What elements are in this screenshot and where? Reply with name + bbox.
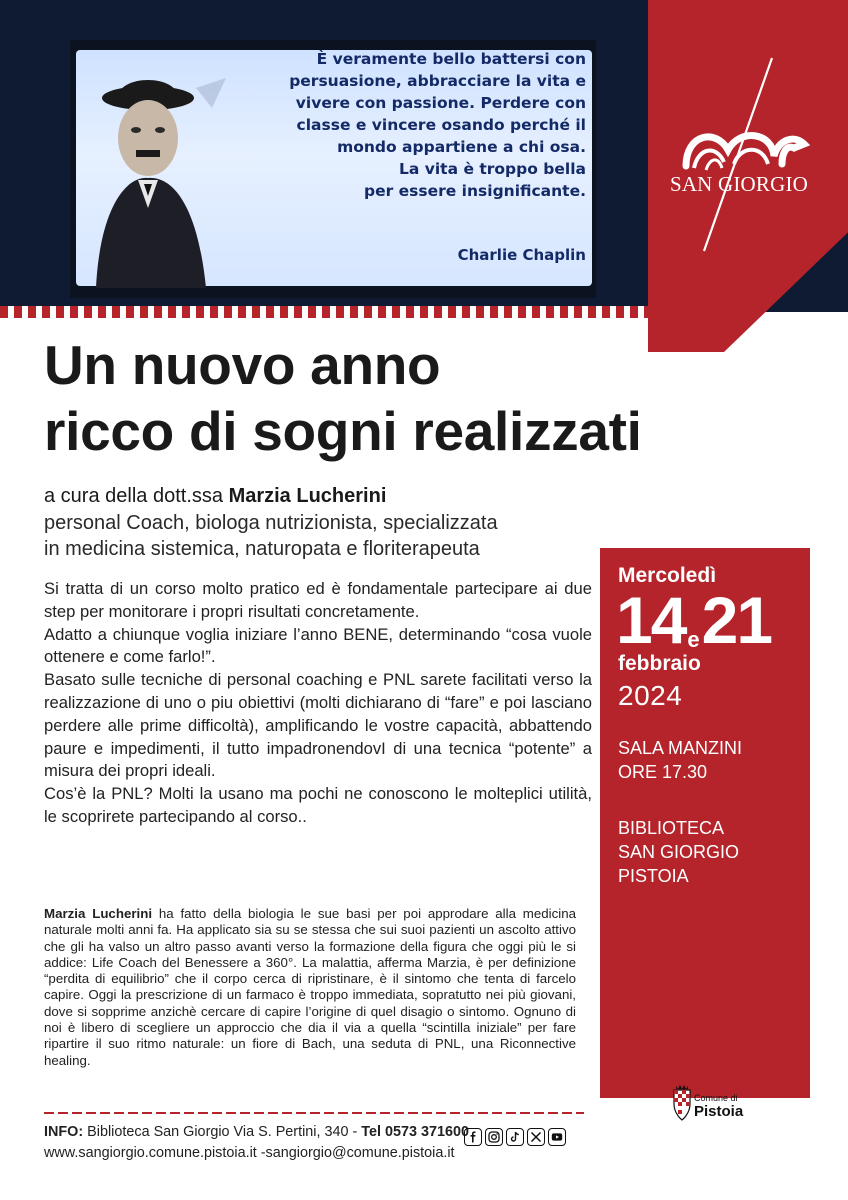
youtube-icon[interactable]: [548, 1128, 566, 1146]
quote-line: per essere insignificante.: [364, 182, 586, 200]
social-links: [464, 1128, 566, 1146]
event-day-1: 14: [616, 583, 686, 657]
checker-border-gap: [0, 318, 648, 322]
course-description: [44, 578, 592, 829]
facebook-icon[interactable]: [464, 1128, 482, 1146]
brand-name: SAN GIORGIO: [669, 172, 809, 196]
web-line[interactable]: www.sangiorgio.comune.pistoia.it -sangiorgio@comune.pistoia.it: [44, 1145, 455, 1161]
author-role-line: personal Coach, biologa nutrizionista, specializzata: [44, 512, 498, 534]
description-paragraph: Cos’è la PNL? Molti la usano ma pochi ne conoscono le molteplici utilità, le scoprirete partecipando al corso..: [44, 784, 592, 826]
author-role: [44, 510, 604, 562]
tiktok-icon[interactable]: [506, 1128, 524, 1146]
venue-line: BIBLIOTECA: [618, 818, 725, 838]
event-info-box: [600, 548, 810, 1098]
byline-prefix: a cura della dott.ssa: [44, 485, 229, 507]
event-year: 2024: [618, 680, 683, 711]
footer-divider: [44, 1112, 584, 1114]
event-room: SALA MANZINI: [618, 738, 743, 758]
quote-line: classe e vincere osando perché il: [296, 116, 586, 134]
quote-line: La vita è troppo bella: [399, 160, 586, 178]
info-address: Biblioteca San Giorgio Via S. Pertini, 340 -: [83, 1124, 362, 1140]
info-line: [44, 1122, 469, 1143]
comune-name: Pistoia: [694, 1103, 744, 1120]
title-line: Un nuovo anno: [44, 334, 441, 396]
info-phone: Tel 0573 371600: [361, 1124, 470, 1140]
event-month: febbraio: [618, 652, 701, 675]
venue-line: PISTOIA: [618, 866, 689, 886]
event-venue: [618, 816, 739, 888]
author-name: Marzia Lucherini: [228, 485, 387, 507]
description-paragraph: Si tratta di un corso molto pratico ed è fondamentale partecipare ai due step per monitorare i propri risultati concretamente.: [44, 579, 592, 621]
comune-label: Comune di: [694, 1093, 738, 1103]
author-role-line: in medicina sistemica, naturopata e floriterapeuta: [44, 538, 480, 560]
quote-text: [220, 48, 586, 202]
event-and: e: [687, 627, 700, 652]
footer-info: [44, 1122, 469, 1164]
author-bio: [44, 906, 576, 1069]
byline: [44, 484, 386, 508]
instagram-icon[interactable]: [485, 1128, 503, 1146]
event-time: ORE 17.30: [618, 762, 708, 782]
title-line: ricco di sogni realizzati: [44, 400, 642, 462]
bio-text: ha fatto della biologia le sue basi per poi approdare alla medicina naturale molti anni fa. Ha applicato sia su se stessa che sui suoi pazienti un ascolto attivo che gli ha valso un altro passo avanti verso la formazione della figura che oggi più le si addice: Life Coach del Benessere a 360°. La malattia, afferma Marzia, è per definizione “perdita di equilibrio” che il corpo cerca di ripristinare, è il sintomo che tenta di farcelo capire. Oggi la prescrizione di un farmaco è troppo immediata, sopratutto nei più giovani, dove si sopprime anzichè cercare di capire l’origine di quel disagio o sintomo. Ognuno di noi è libero di scegliere un approccio che dia il via a quella “scintilla iniziale” per fare ripartire il suo ritmo naturale: un fiore di Bach, una seduta di PNL, una Riconnective healing.: [44, 906, 577, 1068]
description-paragraph: Adatto a chiunque voglia iniziare l’anno BENE, determinando “cosa vuole ottenere e come farlo!”.: [44, 624, 592, 667]
quote-author: Charlie Chaplin: [457, 246, 586, 264]
page-title: [44, 332, 804, 464]
info-label: INFO:: [44, 1124, 84, 1140]
quote-line: vivere con passione. Perdere con: [295, 94, 586, 112]
event-room-time: [618, 736, 742, 784]
quote-line: È veramente bello battersi con: [316, 50, 586, 68]
venue-line: SAN GIORGIO: [618, 842, 740, 862]
quote-line: mondo appartiene a chi osa.: [337, 138, 586, 156]
san-giorgio-logo: [664, 36, 814, 266]
quote-photo: [70, 40, 596, 298]
event-weekday: Mercoledì: [618, 564, 717, 587]
quote-line: persuasione, abbracciare la vita e: [289, 72, 586, 90]
bio-name: Marzia Lucherini: [44, 906, 153, 921]
x-icon[interactable]: [527, 1128, 545, 1146]
event-day-2: 21: [701, 583, 772, 657]
description-paragraph: Basato sulle tecniche di personal coaching e PNL sarete facilitati verso la realizzazione di uno o piu obiettivi (molti dichiarano di “fare” e poi lasciano perdere alle prime difficoltà), amplificando le vostre capacità, abbattendo paure e impedimenti, il tutto impadronendovI di una tecnica “potente” a misura dei propri ideali.: [44, 670, 592, 781]
